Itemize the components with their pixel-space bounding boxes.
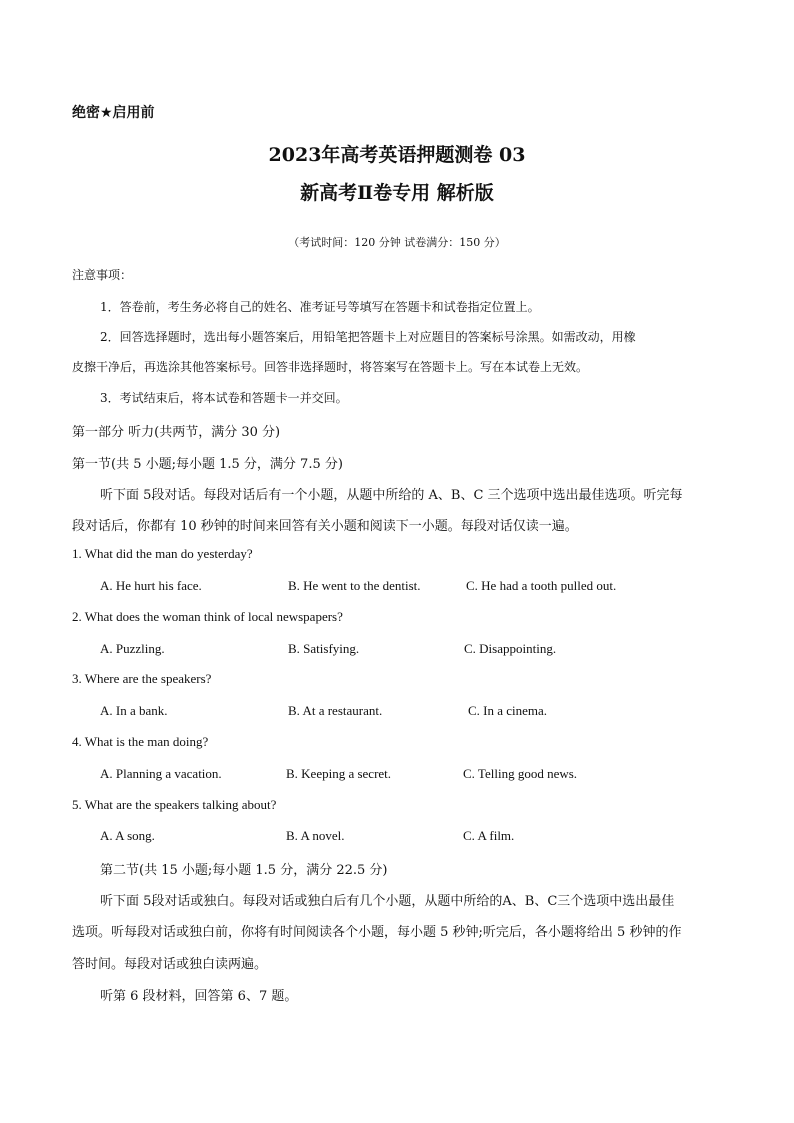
q3-option-b: B. At a restaurant.: [288, 703, 383, 718]
q5-option-b: B. A novel.: [286, 828, 345, 843]
section1-instructions: 听下面 5段对话。每段对话后有一个小题，从题中所给的 A、B、C 三个选项中选出最佳选项。听完每: [100, 488, 683, 503]
exam-subtitle: 新高考Ⅱ卷专用 解析版: [300, 182, 494, 204]
q2-option-c: C. Disappointing.: [464, 641, 557, 656]
section2-instructions-cont: 选项。听每段对话或独白前，你将有时间阅读各个小题，每小题 5 秒钟;听完后，各小题将给出 5 秒钟的作: [72, 925, 682, 940]
q3-option-a: A. In a bank.: [100, 703, 168, 718]
section2-instructions-cont2: 答时间。每段对话或独白读两遍。: [72, 957, 268, 972]
section2-instructions: 听下面 5段对话或独白。每段对话或独白后有几个小题，从题中所给的A、B、C三个选项中选出最佳: [100, 894, 675, 909]
notes-label: 注意事项：: [72, 268, 133, 282]
q3-option-c: C. In a cinema.: [468, 703, 548, 718]
question-5: 5. What are the speakers talking about?: [72, 797, 277, 812]
q5-option-a: A. A song.: [100, 828, 155, 843]
q1-option-c: C. He had a tooth pulled out.: [466, 578, 617, 593]
exam-title: 2023年高考英语押题测卷 03: [268, 144, 526, 166]
note-item-3: 3．考试结束后，将本试卷和答题卡一并交回。: [100, 391, 348, 405]
section1-heading: 第一节(共 5 小题;每小题 1.5 分，满分 7.5 分): [72, 457, 343, 472]
question-2: 2. What does the woman think of local newspapers?: [72, 609, 343, 624]
q4-option-a: A. Planning a vacation.: [100, 766, 222, 781]
question-1: 1. What did the man do yesterday?: [72, 546, 253, 561]
q5-option-c: C. A film.: [463, 828, 515, 843]
section2-heading: 第二节(共 15 小题;每小题 1.5 分，满分 22.5 分): [100, 863, 388, 878]
confidential-mark: 绝密★启用前: [72, 105, 155, 121]
q4-option-c: C. Telling good news.: [463, 766, 578, 781]
note-item-1: 1．答卷前，考生务必将自己的姓名、准考证号等填写在答题卡和试卷指定位置上。: [100, 300, 540, 314]
q2-option-a: A. Puzzling.: [100, 641, 165, 656]
question-3: 3. Where are the speakers?: [72, 671, 212, 686]
exam-time-score: （考试时间：120 分钟 试卷满分：150 分）: [288, 236, 506, 249]
part1-heading: 第一部分 听力(共两节，满分 30 分): [72, 425, 281, 440]
question-4: 4. What is the man doing?: [72, 734, 209, 749]
material-6-instruction: 听第 6 段材料，回答第 6、7 题。: [100, 989, 298, 1004]
q4-option-b: B. Keeping a secret.: [286, 766, 392, 781]
section1-instructions-cont: 段对话后，你都有 10 秒钟的时间来回答有关小题和阅读下一小题。每段对话仅读一遍。: [72, 519, 578, 534]
note-item-2: 2．回答选择题时，选出每小题答案后，用铅笔把答题卡上对应题目的答案标号涂黑。如需改动，用橡: [100, 330, 636, 344]
q1-option-a: A. He hurt his face.: [100, 578, 202, 593]
q1-option-b: B. He went to the dentist.: [288, 578, 421, 593]
q2-option-b: B. Satisfying.: [288, 641, 360, 656]
note-item-2-cont: 皮擦干净后，再选涂其他答案标号。回答非选择题时，将答案写在答题卡上。写在本试卷上无效。: [72, 360, 589, 374]
